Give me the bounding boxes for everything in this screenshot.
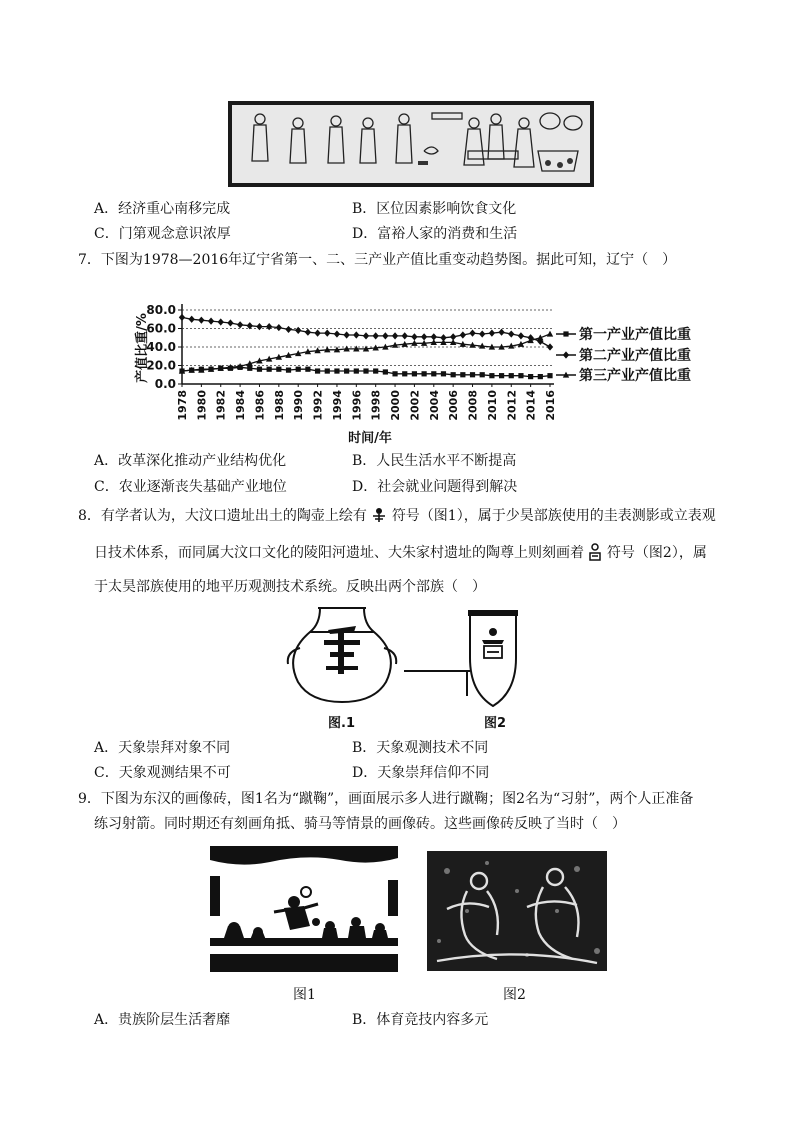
- legend-marker-2: [563, 351, 569, 358]
- series-2-point: [363, 332, 369, 339]
- y-tick-label: 20.0: [146, 358, 176, 373]
- series-2-point: [324, 330, 330, 337]
- series-1-point: [489, 373, 494, 378]
- x-axis-label: 时间/年: [348, 431, 392, 446]
- series-1-point: [373, 368, 378, 373]
- series-1-point: [315, 368, 320, 373]
- series-2-point: [314, 330, 320, 337]
- series-1-point: [383, 369, 388, 374]
- archery-brick-image: [427, 851, 607, 971]
- x-tick-label: 1978: [176, 390, 189, 421]
- series-1-point: [402, 371, 407, 376]
- x-tick-label: 1996: [350, 390, 364, 421]
- x-tick-label: 1984: [234, 390, 248, 421]
- y-tick-label: 80.0: [146, 303, 176, 317]
- q9-fig1-caption: 图1: [293, 987, 316, 1003]
- series-2-point: [179, 314, 185, 321]
- series-2-point: [295, 327, 301, 334]
- series-2-point: [402, 332, 408, 339]
- series-1-point: [392, 371, 397, 376]
- series-1-point: [547, 373, 552, 378]
- q7-option-c: C．农业逐渐丧失基础产业地位: [94, 479, 287, 495]
- q9-line-1: 9．下图为东汉的画像砖，图1名为“蹴鞠”，画面展示多人进行蹴鞠；图2名为“习射”，两个人正准备: [78, 791, 694, 807]
- series-2-point: [188, 316, 194, 323]
- q9-option-b: B．体育竞技内容多元: [352, 1012, 489, 1028]
- x-tick-label: 1998: [369, 390, 383, 421]
- series-3-point: [547, 331, 553, 337]
- series-2-point: [392, 332, 398, 339]
- series-2-point: [353, 331, 359, 338]
- series-1-point: [325, 368, 330, 373]
- series-1-point: [257, 367, 262, 372]
- series-1-point: [286, 368, 291, 373]
- series-2-point: [343, 331, 349, 338]
- series-1-point: [267, 367, 272, 372]
- x-tick-label: 2002: [408, 390, 422, 421]
- q8-option-d: D．天象崇拜信仰不同: [352, 765, 490, 781]
- x-tick-label: 2004: [427, 390, 441, 421]
- legend-label-3: 第三产业产值比重: [579, 368, 691, 384]
- series-line-2: [182, 317, 550, 347]
- series-1-point: [538, 374, 543, 379]
- series-2-point: [227, 319, 233, 326]
- industry-share-chart: [130, 292, 691, 452]
- q9-fig2-caption: 图2: [503, 987, 526, 1003]
- q7-option-d: D．社会就业问题得到解决: [352, 479, 518, 495]
- y-axis-label: 产值比重/%: [135, 313, 150, 383]
- series-2-point: [479, 330, 485, 337]
- series-1-point: [354, 368, 359, 373]
- x-tick-label: 2014: [524, 390, 538, 421]
- series-2-point: [276, 324, 282, 331]
- series-1-point: [460, 372, 465, 377]
- x-tick-label: 1994: [330, 390, 344, 421]
- horizon-symbol-icon: [588, 543, 602, 561]
- series-2-point: [469, 330, 475, 337]
- series-1-point: [480, 372, 485, 377]
- series-1-point: [528, 374, 533, 379]
- series-1-point: [509, 373, 514, 378]
- q7-option-b: B．人民生活水平不断提高: [352, 453, 517, 469]
- series-1-point: [470, 372, 475, 377]
- series-2-point: [411, 333, 417, 340]
- q8-line-2: 日技术体系，而同属大汶口文化的陵阳河遗址、大朱家村遗址的陶尊上则刻画着 符号（图2），属: [94, 545, 707, 561]
- series-2-point: [285, 326, 291, 333]
- q7-option-a: A．改革深化推动产业结构优化: [94, 453, 287, 469]
- x-tick-label: 2010: [485, 390, 499, 421]
- series-2-point: [372, 332, 378, 339]
- y-tick-label: 60.0: [146, 321, 176, 336]
- banquet-scene-image: [228, 101, 594, 187]
- series-1-point: [499, 373, 504, 378]
- series-2-point: [489, 330, 495, 337]
- series-2-point: [421, 333, 427, 340]
- q6-option-a: A．经济重心南移完成: [94, 201, 231, 217]
- series-1-point: [422, 371, 427, 376]
- series-1-point: [412, 371, 417, 376]
- series-1-point: [296, 367, 301, 372]
- q8-option-b: B．天象观测技术不同: [352, 740, 489, 756]
- series-2-point: [218, 318, 224, 325]
- x-tick-label: 1982: [214, 390, 228, 421]
- cuju-brick-image: [210, 846, 398, 972]
- q8-fig2-caption: 图2: [484, 716, 507, 731]
- q8-line-1: 8．有学者认为，大汶口遗址出土的陶壶上绘有 符号（图1），属于少昊部族使用的圭表测影或立表观: [78, 508, 716, 524]
- q6-option-b: B．区位因素影响饮食文化: [352, 201, 517, 217]
- legend-marker-1: [563, 331, 568, 336]
- x-tick-label: 1980: [195, 390, 209, 421]
- x-tick-label: 1990: [292, 390, 306, 421]
- q6-option-c: C．门第观念意识浓厚: [94, 226, 231, 242]
- x-tick-label: 1992: [311, 390, 325, 421]
- q9-line-2: 练习射箭。同时期还有刻画角抵、骑马等情景的画像砖。这些画像砖反映了当时（ ）: [94, 816, 626, 832]
- series-2-point: [208, 318, 214, 325]
- q9-option-a: A．贵族阶层生活奢靡: [94, 1012, 231, 1028]
- series-2-point: [266, 323, 272, 330]
- series-1-point: [334, 368, 339, 373]
- series-1-point: [518, 373, 523, 378]
- x-tick-label: 1988: [272, 390, 286, 421]
- series-1-point: [305, 367, 310, 372]
- q8-fig1-caption: 图.1: [328, 716, 355, 731]
- y-tick-label: 40.0: [146, 340, 176, 354]
- series-2-point: [256, 323, 262, 330]
- x-tick-label: 2008: [466, 390, 480, 421]
- x-tick-label: 2012: [505, 390, 519, 421]
- legend-label-2: 第二产业产值比重: [579, 348, 691, 364]
- series-2-point: [237, 321, 243, 328]
- series-2-point: [547, 343, 553, 350]
- q8-option-c: C．天象观测结果不可: [94, 765, 231, 781]
- x-tick-label: 1986: [253, 390, 267, 421]
- x-tick-label: 2006: [447, 390, 461, 421]
- series-2-point: [498, 329, 504, 336]
- pottery-zun-figure: [462, 606, 524, 710]
- y-tick-label: 0.0: [154, 377, 176, 391]
- series-2-point: [508, 330, 514, 337]
- series-1-point: [276, 367, 281, 372]
- sun-mountain-symbol-icon: [371, 507, 387, 523]
- series-1-point: [431, 371, 436, 376]
- series-1-point: [344, 368, 349, 373]
- series-2-point: [518, 332, 524, 339]
- q8-option-a: A．天象崇拜对象不同: [94, 740, 231, 756]
- series-1-point: [451, 372, 456, 377]
- pottery-pot-figure: [280, 604, 404, 708]
- series-2-point: [334, 330, 340, 337]
- series-1-point: [247, 366, 252, 371]
- series-2-point: [198, 317, 204, 324]
- series-2-point: [382, 332, 388, 339]
- q7-stem: 7．下图为1978—2016年辽宁省第一、二、三产业产值比重变动趋势图。据此可知，辽宁（ ）: [78, 252, 677, 268]
- series-1-point: [363, 368, 368, 373]
- series-2-point: [305, 329, 311, 336]
- series-2-point: [460, 331, 466, 338]
- x-tick-label: 2000: [389, 390, 403, 421]
- series-1-point: [441, 371, 446, 376]
- x-tick-label: 2016: [544, 390, 557, 421]
- figure-divider-line: [404, 670, 470, 672]
- legend-label-1: 第一产业产值比重: [579, 327, 691, 343]
- q6-option-d: D．富裕人家的消费和生活: [352, 226, 518, 242]
- q8-line-3: 于太昊部族使用的地平历观测技术系统。反映出两个部族（ ）: [94, 579, 486, 595]
